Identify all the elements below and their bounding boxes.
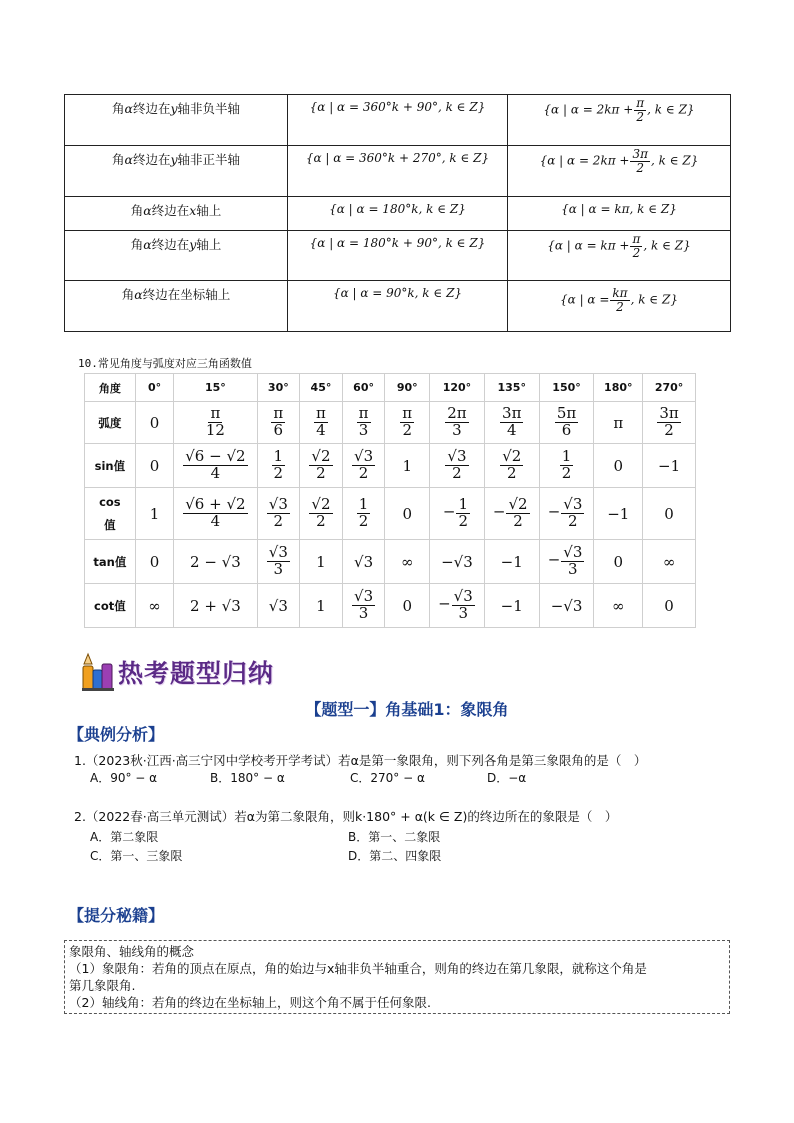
value-cell xyxy=(430,402,485,444)
tips-line: 第几象限角. xyxy=(69,978,136,993)
numerator: √3 xyxy=(268,543,288,562)
denominator: 2 xyxy=(513,512,523,530)
value: ∞ xyxy=(612,596,625,615)
tips-line: （2）轴线角：若角的终边在坐标轴上，则这个角不属于任何象限. xyxy=(69,995,431,1010)
table-row xyxy=(65,95,731,146)
radian-formula-cell xyxy=(508,95,731,146)
degree-formula-cell xyxy=(288,197,508,231)
alpha-symbol: α xyxy=(124,101,133,116)
numerator: √3 xyxy=(447,447,467,466)
value: −1 xyxy=(500,596,523,615)
sign: − xyxy=(547,550,561,569)
value-cell xyxy=(430,540,485,584)
fraction xyxy=(267,545,290,578)
denominator: 3 xyxy=(568,560,578,578)
table-row-tan xyxy=(85,540,696,584)
fraction xyxy=(555,406,578,439)
question-1-options xyxy=(90,769,567,786)
value-cell xyxy=(300,488,343,540)
degree-formula-cell xyxy=(288,231,508,281)
fraction xyxy=(634,97,646,123)
label-text: 角 xyxy=(111,152,125,167)
header-cell-label: 角度 xyxy=(85,374,136,402)
value-cell xyxy=(539,444,594,488)
tips-line: （1）象限角：若角的顶点在原点，角的始边与x轴非负半轴重合，则角的终边在第几象限，就称这个角是 xyxy=(69,961,647,976)
value: −1 xyxy=(607,504,630,523)
question-1: 1.（2023秋·江西·高三宁冈中学校考开学考试）若α是第一象限角，则下列各角是第三象限角的是（ ） xyxy=(74,753,647,768)
value-cell xyxy=(643,402,696,444)
value: 1 xyxy=(316,552,326,571)
numerator: 5π xyxy=(556,404,577,423)
table-row-cot xyxy=(85,584,696,628)
axis-symbol: y xyxy=(170,101,178,116)
label-text: 终边在 xyxy=(142,287,181,302)
header-cell-angle: 150° xyxy=(539,374,594,402)
label-text: 终边在 xyxy=(151,203,190,218)
value-cell xyxy=(430,488,485,540)
section-10-title: 10.常见角度与弧度对应三角函数值 xyxy=(78,357,252,370)
value-cell xyxy=(257,402,300,444)
fraction xyxy=(352,589,375,622)
value-cell xyxy=(430,444,485,488)
value: 0 xyxy=(149,456,160,475)
fraction xyxy=(357,406,371,439)
numerator: π xyxy=(210,404,221,423)
numerator: 3π xyxy=(502,404,522,423)
value: 0 xyxy=(664,596,674,615)
denominator: 3 xyxy=(452,421,462,439)
table-row-sin xyxy=(85,444,696,488)
value-cell xyxy=(135,540,174,584)
value-cell xyxy=(174,444,257,488)
denominator: 12 xyxy=(205,421,225,439)
axis-symbol: y xyxy=(170,152,178,167)
fraction xyxy=(309,497,332,530)
fraction xyxy=(314,406,328,439)
value-cell xyxy=(539,584,594,628)
header-cell-angle: 180° xyxy=(594,374,643,402)
value: 1 xyxy=(316,596,326,615)
numerator: π xyxy=(316,404,326,423)
fraction xyxy=(357,497,371,530)
angle-label-cell xyxy=(65,231,288,281)
value-cell xyxy=(342,444,385,488)
fraction xyxy=(561,497,584,530)
denominator: 2 xyxy=(636,109,645,124)
value-cell xyxy=(594,444,643,488)
fraction xyxy=(500,406,523,439)
row-label xyxy=(85,488,136,540)
fraction xyxy=(309,449,332,482)
option-d[interactable]: D．第二、四象限 xyxy=(348,849,442,863)
alpha-symbol: α xyxy=(143,237,152,252)
angle-label-cell xyxy=(65,281,288,332)
fraction xyxy=(610,287,629,313)
label-text: 角 xyxy=(121,287,135,302)
denominator: 2 xyxy=(561,464,572,482)
degree-formula-cell xyxy=(288,146,508,197)
value-cell xyxy=(174,402,257,444)
value-cell xyxy=(643,584,696,628)
value-cell xyxy=(594,584,643,628)
denominator: 2 xyxy=(358,464,369,482)
value: −√3 xyxy=(441,552,473,571)
value-cell xyxy=(257,444,300,488)
pencil-books-icon xyxy=(80,652,116,692)
header-cell-angle: 90° xyxy=(385,374,430,402)
value-cell xyxy=(257,540,300,584)
table-row-radian xyxy=(85,402,696,444)
denominator: 2 xyxy=(402,421,412,439)
value-cell xyxy=(342,488,385,540)
value: −√3 xyxy=(550,596,583,615)
value: 0 xyxy=(664,504,674,523)
value-cell xyxy=(539,402,594,444)
fraction xyxy=(456,497,470,530)
label-text: 终边在 xyxy=(132,101,171,116)
label-text: 角 xyxy=(111,101,125,116)
row-label-part: 值 xyxy=(104,517,116,532)
trig-values-table xyxy=(84,373,696,628)
value-cell xyxy=(539,488,594,540)
question-2-options-row2 xyxy=(90,847,508,864)
denominator: 6 xyxy=(273,421,284,439)
value-cell xyxy=(484,584,539,628)
value-cell xyxy=(300,402,343,444)
fraction xyxy=(657,406,680,439)
alpha-symbol: α xyxy=(134,287,143,302)
option-a[interactable]: A．第二象限 xyxy=(90,830,159,844)
label-text: 轴非正半轴 xyxy=(177,152,241,167)
table-row xyxy=(65,197,731,231)
denominator: 6 xyxy=(561,421,572,439)
header-cell-angle: 135° xyxy=(484,374,539,402)
numerator: √3 xyxy=(354,447,374,466)
value-cell xyxy=(174,540,257,584)
denominator: 4 xyxy=(316,421,326,439)
denominator: 2 xyxy=(273,464,284,482)
row-label-part: cos xyxy=(99,494,121,509)
angle-label-cell xyxy=(65,197,288,231)
fraction xyxy=(452,589,475,622)
denominator: 3 xyxy=(358,421,369,439)
degree-formula: {α | α = 180°k + 90°, k ∈ Z} xyxy=(309,236,486,250)
numerator: √3 xyxy=(453,587,473,606)
header-cell-angle: 60° xyxy=(342,374,385,402)
value-cell xyxy=(594,488,643,540)
fraction xyxy=(271,406,285,439)
label-text: 坐标轴上 xyxy=(180,287,231,302)
alpha-symbol: α xyxy=(143,203,152,218)
numerator: √2 xyxy=(311,495,331,514)
radian-formula: {α | α = kπ + xyxy=(547,238,630,253)
fraction xyxy=(630,233,642,259)
value-cell xyxy=(539,540,594,584)
value-cell xyxy=(135,402,174,444)
option-b[interactable]: B．180° − α xyxy=(210,771,285,785)
denominator: 4 xyxy=(210,512,221,530)
value: −1 xyxy=(658,456,681,475)
degree-formula-cell xyxy=(288,281,508,332)
fraction xyxy=(561,545,584,578)
label-text: 轴上 xyxy=(196,203,222,218)
value-cell xyxy=(342,540,385,584)
table-row xyxy=(65,146,731,197)
section-banner xyxy=(80,652,274,692)
denominator: 3 xyxy=(458,604,468,622)
value-cell xyxy=(643,488,696,540)
value-cell xyxy=(385,444,430,488)
fraction xyxy=(445,449,468,482)
fraction xyxy=(500,449,523,482)
denominator: 2 xyxy=(506,464,517,482)
radian-formula: , k ∈ Z} xyxy=(647,102,695,117)
denominator: 2 xyxy=(632,245,641,260)
value-cell xyxy=(174,584,257,628)
axis-angle-table xyxy=(64,94,731,332)
numerator: 3π xyxy=(659,404,679,423)
value-cell xyxy=(342,584,385,628)
numerator: π xyxy=(273,404,284,423)
value-cell xyxy=(484,488,539,540)
numerator: √3 xyxy=(268,495,288,514)
option-d[interactable]: D．−α xyxy=(487,771,527,785)
banner-title: 热考题型归纳 xyxy=(118,659,275,688)
label-text: 轴非负半轴 xyxy=(177,101,241,116)
header-cell-angle: 30° xyxy=(257,374,300,402)
radian-formula: , k ∈ Z} xyxy=(651,153,699,168)
radian-formula: {α | α = 2kπ + xyxy=(543,102,634,117)
denominator: 2 xyxy=(616,299,624,314)
value: −1 xyxy=(500,552,523,571)
denominator: 2 xyxy=(273,512,284,530)
label-text: 终边在 xyxy=(132,152,171,167)
value: 0 xyxy=(149,552,160,571)
radian-formula-cell xyxy=(508,281,731,332)
radian-formula-cell xyxy=(508,231,731,281)
option-b[interactable]: B．第一、二象限 xyxy=(348,830,441,844)
table-header-row xyxy=(85,374,696,402)
numerator: √2 xyxy=(502,447,522,466)
value: ∞ xyxy=(148,596,161,615)
value: ∞ xyxy=(400,552,414,571)
value-cell xyxy=(385,402,430,444)
radian-formula: , k ∈ Z} xyxy=(643,238,691,253)
label-text: 轴上 xyxy=(196,237,222,252)
radian-formula: , k ∈ Z} xyxy=(630,292,678,307)
numerator: 2π xyxy=(447,404,467,423)
axis-symbol: y xyxy=(189,237,197,252)
numerator: 1 xyxy=(561,447,572,466)
denominator: 2 xyxy=(316,512,326,530)
denominator: 2 xyxy=(568,512,578,530)
value-cell xyxy=(643,444,696,488)
value-cell xyxy=(430,584,485,628)
denominator: 3 xyxy=(273,560,284,578)
radian-formula-cell xyxy=(508,146,731,197)
table-row-cos xyxy=(85,488,696,540)
degree-formula: {α | α = 360°k + 270°, k ∈ Z} xyxy=(305,151,490,165)
value: 2 − √3 xyxy=(190,552,241,571)
sign: − xyxy=(492,502,506,521)
value: π xyxy=(613,413,624,432)
header-cell-angle: 270° xyxy=(643,374,696,402)
numerator: √3 xyxy=(563,543,583,562)
value-cell xyxy=(594,540,643,584)
value-cell xyxy=(385,488,430,540)
numerator: π xyxy=(358,404,369,423)
radian-formula: {α | α = 2kπ + xyxy=(539,153,630,168)
axis-symbol: x xyxy=(189,203,197,218)
fraction xyxy=(267,497,290,530)
denominator: 2 xyxy=(664,421,674,439)
numerator: 1 xyxy=(273,447,284,466)
value: 2 + √3 xyxy=(190,596,241,615)
radian-formula: {α | α = xyxy=(560,292,610,307)
value-cell xyxy=(257,584,300,628)
fraction xyxy=(445,406,468,439)
value: 0 xyxy=(402,504,412,523)
value: 1 xyxy=(149,504,160,523)
radian-formula: {α | α = kπ, k ∈ Z} xyxy=(561,202,677,216)
question-type-title: 【题型一】角基础1：象限角 xyxy=(305,700,509,719)
numerator: √2 xyxy=(508,495,528,514)
numerator: π xyxy=(402,404,413,423)
numerator: kπ xyxy=(612,286,628,300)
value-cell xyxy=(484,444,539,488)
value: 1 xyxy=(402,456,412,475)
question-2: 2.（2022春·高三单元测试）若α为第二象限角，则k·180° + α(k ∈ Z)的终边所在的象限是（ ） xyxy=(74,809,618,824)
tips-line: 象限角、轴线角的概念 xyxy=(69,944,195,959)
value: √3 xyxy=(354,552,374,571)
sign: − xyxy=(442,502,456,521)
fraction xyxy=(506,497,529,530)
question-2-options-row1 xyxy=(90,828,508,845)
denominator: 2 xyxy=(458,512,468,530)
option-c[interactable]: C．270° − α xyxy=(350,771,425,785)
example-heading: 【典例分析】 xyxy=(68,725,165,744)
value-cell xyxy=(342,402,385,444)
denominator: 2 xyxy=(316,464,326,482)
fraction xyxy=(183,497,247,530)
value: √3 xyxy=(268,596,288,615)
option-c[interactable]: C．第一、三象限 xyxy=(90,849,183,863)
numerator: π xyxy=(632,232,641,246)
numerator: √2 xyxy=(311,447,331,466)
denominator: 2 xyxy=(636,160,645,175)
value-cell xyxy=(594,402,643,444)
value-cell xyxy=(257,488,300,540)
sign: − xyxy=(547,502,561,521)
value-cell xyxy=(135,584,174,628)
table-row xyxy=(65,231,731,281)
row-label: 弧度 xyxy=(85,402,136,444)
value: ∞ xyxy=(662,552,676,571)
numerator: √6 − √2 xyxy=(185,447,246,466)
tips-box xyxy=(64,940,730,1014)
denominator: 4 xyxy=(506,421,517,439)
denominator: 2 xyxy=(358,512,369,530)
numerator: √3 xyxy=(563,495,583,514)
radian-formula-cell xyxy=(508,197,731,231)
angle-label-cell xyxy=(65,146,288,197)
value-cell xyxy=(643,540,696,584)
fraction xyxy=(272,449,286,482)
numerator: π xyxy=(636,96,645,110)
table-row xyxy=(65,281,731,332)
fraction xyxy=(183,449,247,482)
numerator: 1 xyxy=(358,495,369,514)
sign: − xyxy=(438,594,451,613)
value-cell xyxy=(135,444,174,488)
row-label: cot值 xyxy=(85,584,136,628)
value-cell xyxy=(300,584,343,628)
value-cell xyxy=(385,540,430,584)
fraction xyxy=(352,449,375,482)
degree-formula: {α | α = 90°k, k ∈ Z} xyxy=(332,286,463,300)
numerator: √6 + √2 xyxy=(185,495,246,514)
value-cell xyxy=(300,540,343,584)
numerator: 3π xyxy=(632,147,648,161)
value: 0 xyxy=(149,413,160,432)
row-label: tan值 xyxy=(85,540,136,584)
value-cell xyxy=(135,488,174,540)
denominator: 3 xyxy=(358,604,369,622)
angle-label-cell xyxy=(65,95,288,146)
value: 0 xyxy=(613,456,624,475)
denominator: 4 xyxy=(210,464,221,482)
denominator: 2 xyxy=(452,464,462,482)
value-cell xyxy=(174,488,257,540)
degree-formula-cell xyxy=(288,95,508,146)
fraction xyxy=(204,406,227,439)
value-cell xyxy=(484,540,539,584)
label-text: 角 xyxy=(130,203,144,218)
value-cell xyxy=(300,444,343,488)
fraction xyxy=(400,406,414,439)
degree-formula: {α | α = 360°k + 90°, k ∈ Z} xyxy=(309,100,486,114)
value: 0 xyxy=(402,596,412,615)
value-cell xyxy=(484,402,539,444)
value: 0 xyxy=(613,552,624,571)
numerator: √3 xyxy=(354,587,374,606)
header-cell-angle: 15° xyxy=(174,374,257,402)
degree-formula: {α | α = 180°k, k ∈ Z} xyxy=(329,202,466,216)
fraction xyxy=(560,449,574,482)
value-cell xyxy=(385,584,430,628)
label-text: 角 xyxy=(130,237,144,252)
tips-heading: 【提分秘籍】 xyxy=(68,906,165,925)
header-cell-angle: 0° xyxy=(135,374,174,402)
row-label: sin值 xyxy=(85,444,136,488)
numerator: 1 xyxy=(458,495,468,514)
header-cell-angle: 120° xyxy=(430,374,485,402)
label-text: 终边在 xyxy=(151,237,190,252)
fraction xyxy=(630,148,650,174)
header-cell-angle: 45° xyxy=(300,374,343,402)
option-a[interactable]: A．90° − α xyxy=(90,771,158,785)
alpha-symbol: α xyxy=(124,152,133,167)
